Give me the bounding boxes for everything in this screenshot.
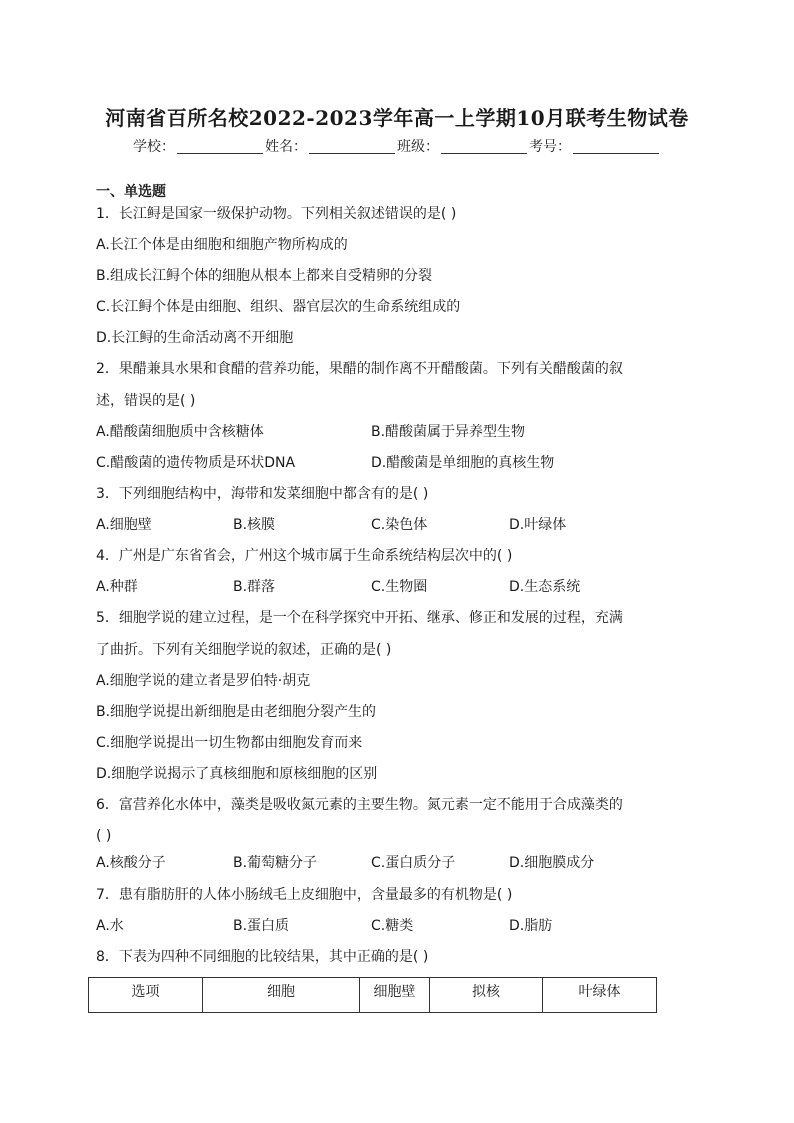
q6-stem-line1: 6．富营养化水体中，藻类是吸收氮元素的主要生物。氮元素一定不能用于合成藻类的 — [96, 797, 623, 813]
q2-option-a: A.醋酸菌细胞质中含核糖体 — [96, 424, 264, 440]
q2-stem-line1: 2．果醋兼具水果和食醋的营养功能，果醋的制作离不开醋酸菌。下列有关醋酸菌的叙 — [96, 361, 623, 377]
q5-option-b: B.细胞学说提出新细胞是由老细胞分裂产生的 — [96, 704, 377, 720]
q1-option-d: D.长江鲟的生命活动离不开细胞 — [96, 330, 294, 346]
table-header-cell: 拟核 — [429, 978, 542, 1013]
q4-option-a: A.种群 — [96, 579, 138, 595]
q6-option-a: A.核酸分子 — [96, 855, 166, 871]
q3-option-d: D.叶绿体 — [509, 517, 567, 533]
q4-option-c: C.生物圈 — [371, 579, 428, 595]
q1-option-b: B.组成长江鲟个体的细胞从根本上都来自受精卵的分裂 — [96, 268, 433, 284]
q5-stem-line2: 了曲折。下列有关细胞学说的叙述，正确的是( ) — [96, 642, 392, 658]
q7-option-b: B.蛋白质 — [233, 918, 290, 934]
table-header-row — [89, 978, 657, 1013]
q2-option-b: B.醋酸菌属于异养型生物 — [371, 424, 526, 440]
q5-option-c: C.细胞学说提出一切生物都由细胞发育而来 — [96, 735, 363, 751]
q7-option-d: D.脂肪 — [509, 918, 553, 934]
q3-option-b: B.核膜 — [233, 517, 276, 533]
q7-stem: 7．患有脂肪肝的人体小肠绒毛上皮细胞中，含量最多的有机物是( ) — [96, 887, 513, 903]
q8-table — [88, 977, 657, 1013]
class-label: 班级： — [397, 139, 439, 155]
q7-option-a: A.水 — [96, 918, 124, 934]
q5-option-a: A.细胞学说的建立者是罗伯特·胡克 — [96, 673, 311, 689]
table-header-cell: 选项 — [89, 978, 203, 1013]
q5-stem-line1: 5．细胞学说的建立过程，是一个在科学探究中开拓、继承、修正和发展的过程，充满 — [96, 610, 623, 626]
q2-option-d: D.醋酸菌是单细胞的真核生物 — [371, 455, 555, 471]
q6-stem-line2: ( ) — [96, 828, 112, 844]
q6-option-d: D.细胞膜成分 — [509, 855, 595, 871]
class-blank[interactable] — [441, 139, 527, 154]
q3-option-c: C.染色体 — [371, 517, 428, 533]
q8-stem: 8．下表为四种不同细胞的比较结果，其中正确的是( ) — [96, 949, 429, 965]
school-blank[interactable] — [177, 139, 263, 154]
q7-option-c: C.糖类 — [371, 918, 414, 934]
q5-option-d: D.细胞学说揭示了真核细胞和原核细胞的区别 — [96, 766, 378, 782]
table-header-cell: 细胞 — [202, 978, 359, 1013]
q2-stem-line2: 述，错误的是( ) — [96, 393, 196, 409]
name-label: 姓名： — [265, 139, 307, 155]
q6-option-b: B.葡萄糖分子 — [233, 855, 318, 871]
q1-option-c: C.长江鲟个体是由细胞、组织、器官层次的生命系统组成的 — [96, 299, 461, 315]
number-blank[interactable] — [573, 139, 659, 154]
q2-option-c: C.醋酸菌的遗传物质是环状DNA — [96, 455, 296, 471]
q1-option-a: A.长江个体是由细胞和细胞产物所构成的 — [96, 237, 348, 253]
exam-title: 河南省百所名校2022-2023学年高一上学期10月联考生物试卷 — [105, 106, 689, 130]
q1-stem: 1．长江鲟是国家一级保护动物。下列相关叙述错误的是( ) — [96, 206, 457, 222]
q4-option-d: D.生态系统 — [509, 579, 581, 595]
table-header-cell: 细胞壁 — [360, 978, 430, 1013]
q3-option-a: A.细胞壁 — [96, 517, 152, 533]
q4-stem: 4．广州是广东省省会，广州这个城市属于生命系统结构层次中的( ) — [96, 548, 513, 564]
q4-option-b: B.群落 — [233, 579, 276, 595]
q3-stem: 3．下列细胞结构中，海带和发菜细胞中都含有的是( ) — [96, 486, 429, 502]
q6-option-c: C.蛋白质分子 — [371, 855, 456, 871]
table-header-cell: 叶绿体 — [542, 978, 656, 1013]
student-info-line — [0, 136, 794, 156]
section-heading: 一、单选题 — [96, 184, 166, 200]
school-label: 学校： — [133, 139, 175, 155]
number-label: 考号： — [529, 139, 571, 155]
name-blank[interactable] — [309, 139, 395, 154]
